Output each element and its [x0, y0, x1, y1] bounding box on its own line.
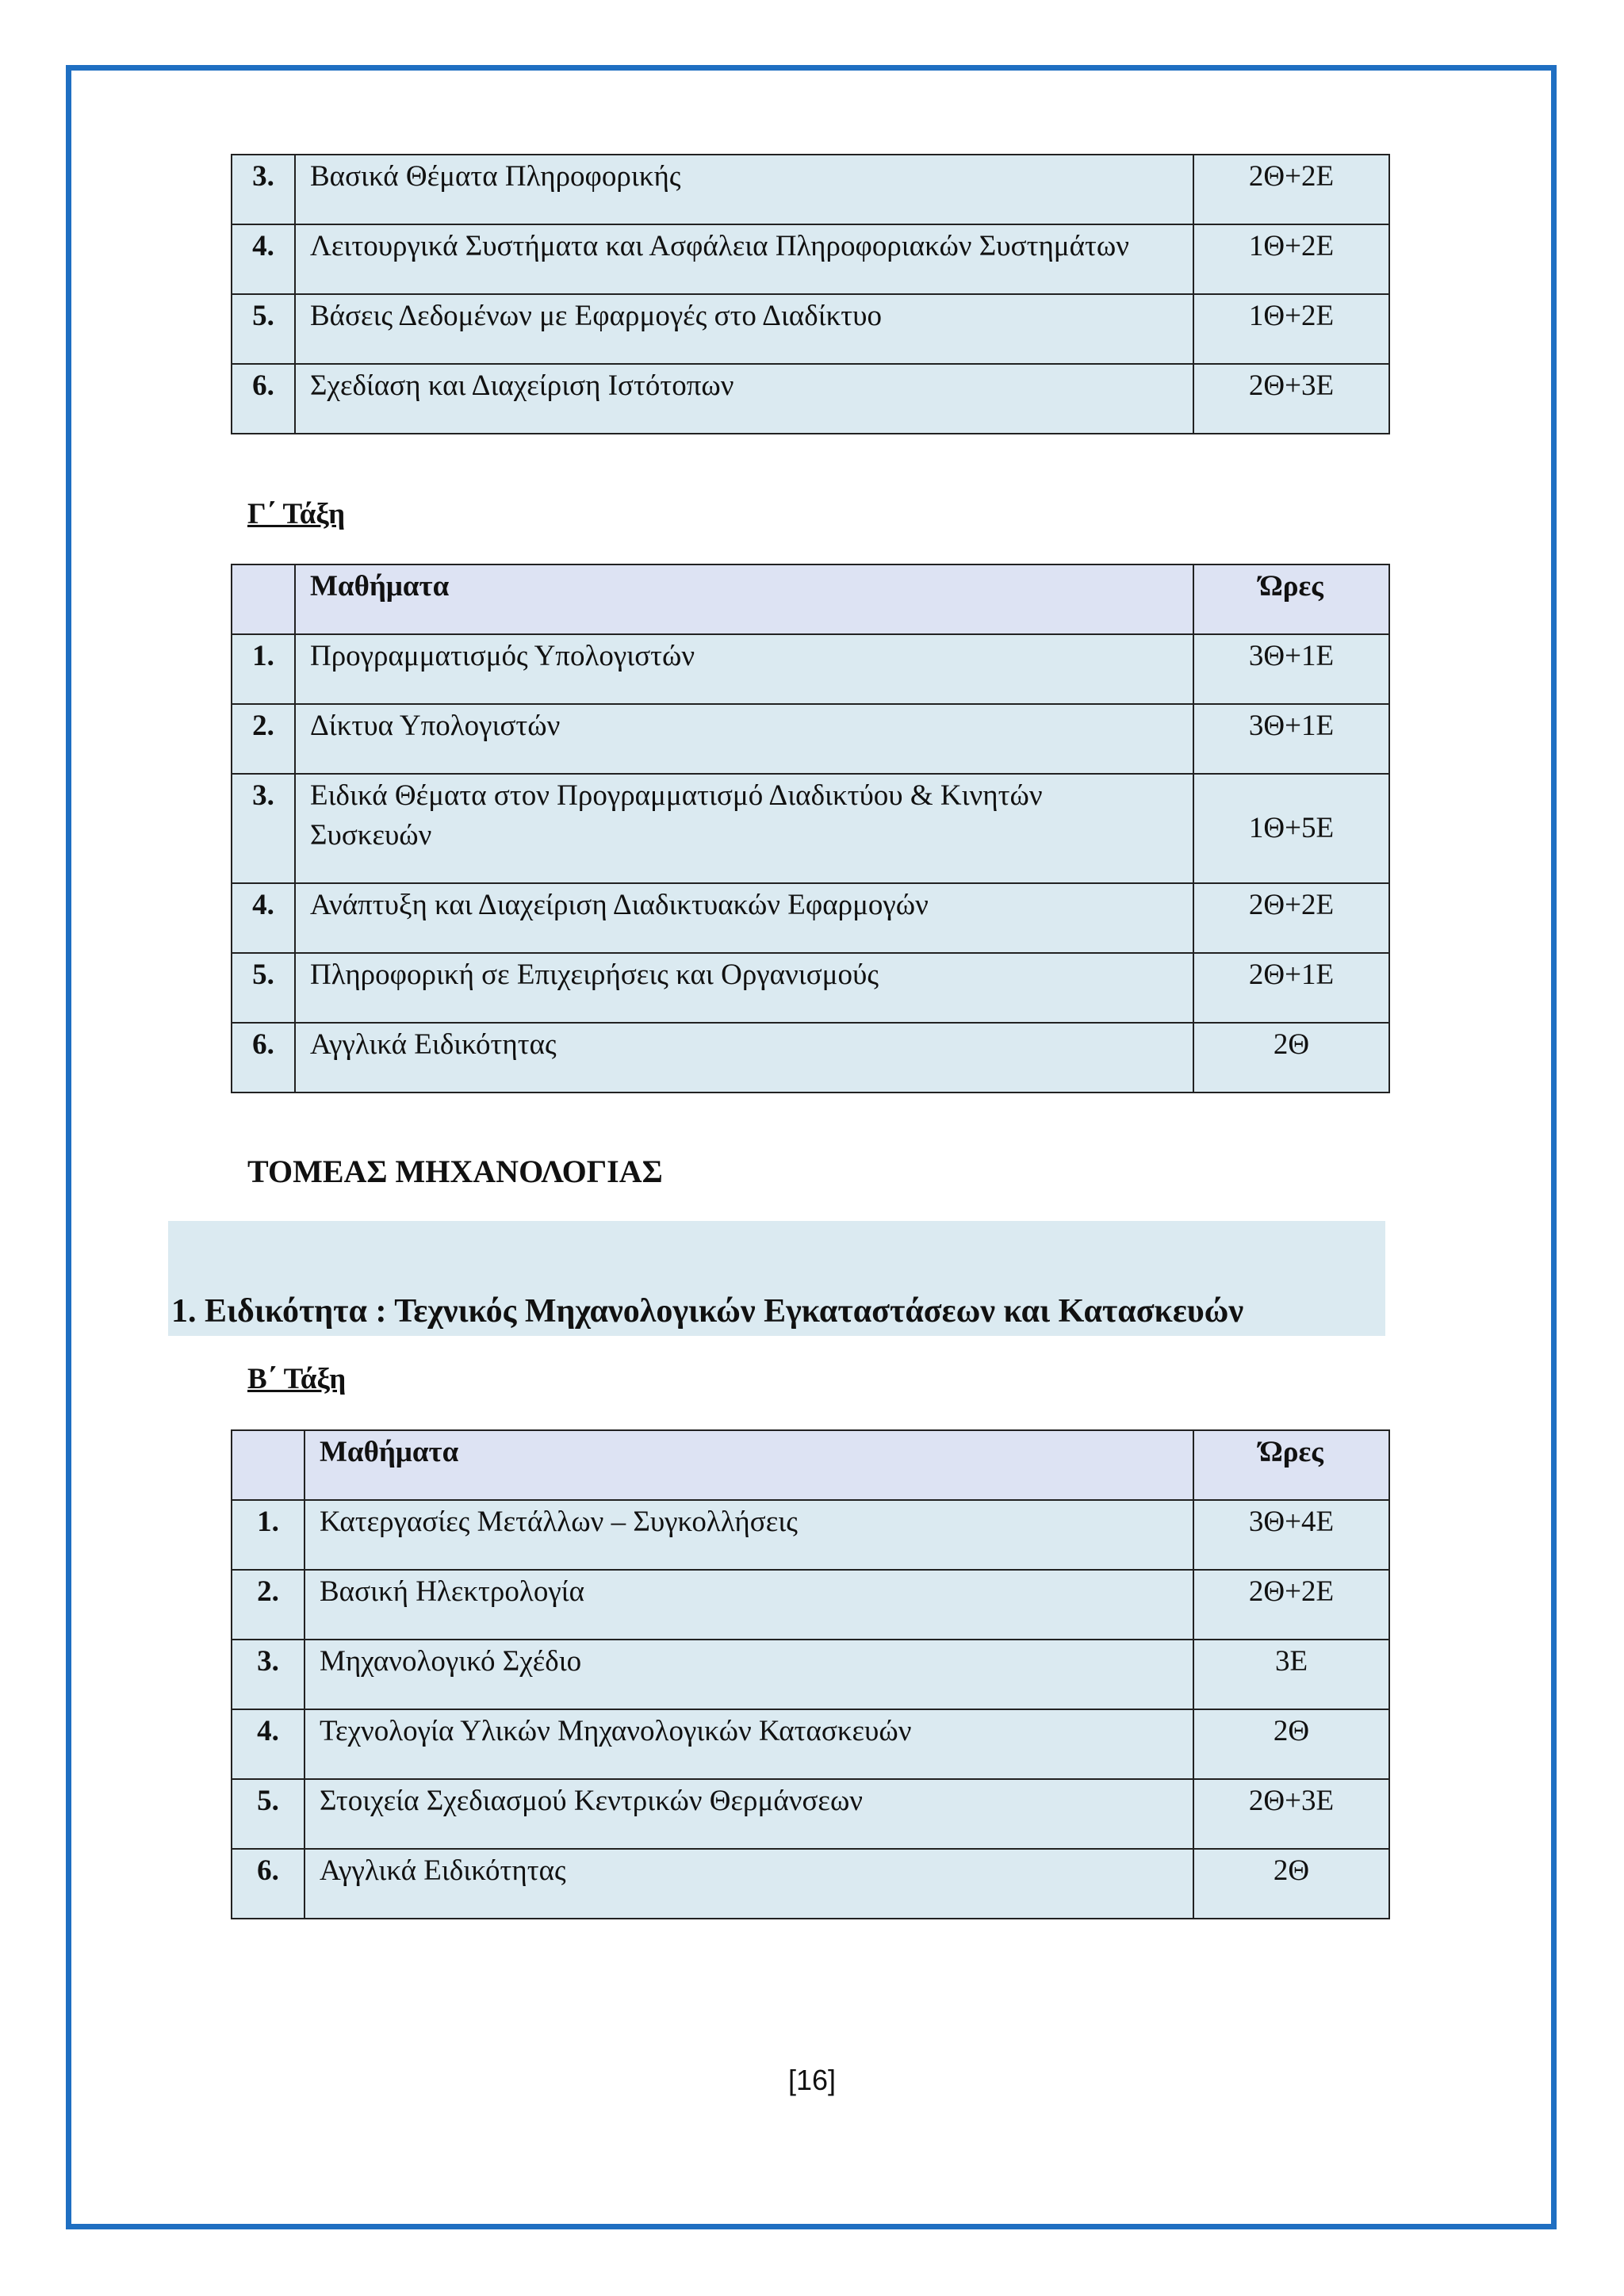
row-number: 5.: [232, 1779, 304, 1849]
table-row: [232, 704, 1389, 774]
subject-cell: Αγγλικά Ειδικότητας: [295, 1023, 1193, 1093]
hours-cell: 3Θ+1Ε: [1193, 704, 1389, 774]
subject-cell: Αγγλικά Ειδικότητας: [304, 1849, 1193, 1919]
subject-cell: Δίκτυα Υπολογιστών: [295, 704, 1193, 774]
class-b-heading: Β΄ Τάξη: [247, 1363, 347, 1395]
hours-cell: 2Θ+3Ε: [1193, 364, 1389, 434]
hours-cell: 3Ε: [1193, 1640, 1389, 1709]
table-row: [232, 1570, 1389, 1640]
header-number-cell: [232, 564, 295, 634]
row-number: 5.: [232, 953, 295, 1023]
hours-cell: 3Θ+4Ε: [1193, 1500, 1389, 1570]
subject-cell: Πληροφορική σε Επιχειρήσεις και Οργανισμούς: [295, 953, 1193, 1023]
row-number: 2.: [232, 1570, 304, 1640]
row-number: 6.: [232, 1023, 295, 1093]
hours-cell: 2Θ: [1193, 1849, 1389, 1919]
row-number: 6.: [232, 1849, 304, 1919]
subject-cell: Προγραμματισμός Υπολογιστών: [295, 634, 1193, 704]
table-row: [232, 1849, 1389, 1919]
row-number: 6.: [232, 364, 295, 434]
subject-cell: [295, 774, 1193, 883]
page-number: [16]: [787, 2064, 837, 2096]
hours-cell: 2Θ+1Ε: [1193, 953, 1389, 1023]
row-number: 5.: [232, 294, 295, 364]
hours-cell: 2Θ+3Ε: [1193, 1779, 1389, 1849]
row-number: 2.: [232, 704, 295, 774]
header-hours: Ώρες: [1193, 1430, 1389, 1500]
subject-cell: Λειτουργικά Συστήματα και Ασφάλεια Πληροφοριακών Συστημάτων: [295, 224, 1193, 294]
subject-cell: Ανάπτυξη και Διαχείριση Διαδικτυακών Εφαρμογών: [295, 883, 1193, 953]
table-row: [232, 224, 1389, 294]
hours-cell: 3Θ+1Ε: [1193, 634, 1389, 704]
table-row: [232, 1640, 1389, 1709]
table-row: [232, 1023, 1389, 1093]
row-number: 3.: [232, 1640, 304, 1709]
table-row: [232, 634, 1389, 704]
header-subject: Μαθήματα: [295, 564, 1193, 634]
table-informatics-c: [231, 564, 1390, 1093]
hours-cell: 2Θ: [1193, 1709, 1389, 1779]
subject-cell: Βασική Ηλεκτρολογία: [304, 1570, 1193, 1640]
subject-line: Ειδικά Θέματα στον Προγραμματισμό Διαδικτύου & Κινητών: [310, 779, 1043, 812]
table-header-row: [232, 1430, 1389, 1500]
class-c-heading: Γ΄ Τάξη: [247, 498, 346, 530]
row-number: 4.: [232, 1709, 304, 1779]
table-row: [232, 155, 1389, 224]
table-row: [232, 953, 1389, 1023]
table-row: [232, 883, 1389, 953]
row-number: 1.: [232, 1500, 304, 1570]
table-informatics-b-continued: [231, 154, 1390, 434]
table-row: [232, 1500, 1389, 1570]
table-row: [232, 1779, 1389, 1849]
row-number: 4.: [232, 224, 295, 294]
section-heading: ΤΟΜΕΑΣ ΜΗΧΑΝΟΛΟΓΙΑΣ: [247, 1154, 663, 1189]
subject-cell: Μηχανολογικό Σχέδιο: [304, 1640, 1193, 1709]
hours-cell: 2Θ+2Ε: [1193, 1570, 1389, 1640]
hours-cell: 2Θ+2Ε: [1193, 883, 1389, 953]
subject-cell: Τεχνολογία Υλικών Μηχανολογικών Κατασκευών: [304, 1709, 1193, 1779]
hours-cell: 2Θ+2Ε: [1193, 155, 1389, 224]
hours-cell: 1Θ+2Ε: [1193, 294, 1389, 364]
table-row: [232, 364, 1389, 434]
subject-cell: Στοιχεία Σχεδιασμού Κεντρικών Θερμάνσεων: [304, 1779, 1193, 1849]
row-number: 3.: [232, 774, 295, 883]
header-number-cell: [232, 1430, 304, 1500]
subject-cell: Βάσεις Δεδομένων με Εφαρμογές στο Διαδίκτυο: [295, 294, 1193, 364]
subject-cell: Βασικά Θέματα Πληροφορικής: [295, 155, 1193, 224]
row-number: 3.: [232, 155, 295, 224]
hours-cell: 2Θ: [1193, 1023, 1389, 1093]
table-row: [232, 294, 1389, 364]
subject-cell: Σχεδίαση και Διαχείριση Ιστότοπων: [295, 364, 1193, 434]
table-row: [232, 774, 1389, 883]
specialty-title: 1. Ειδικότητα : Τεχνικός Μηχανολογικών Εγκαταστάσεων και Κατασκευών: [171, 1293, 1244, 1330]
table-header-row: [232, 564, 1389, 634]
header-hours: Ώρες: [1193, 564, 1389, 634]
subject-cell: Κατεργασίες Μετάλλων – Συγκολλήσεις: [304, 1500, 1193, 1570]
row-number: 1.: [232, 634, 295, 704]
table-row: [232, 1709, 1389, 1779]
hours-cell: 1Θ+5Ε: [1193, 774, 1389, 883]
subject-line: Συσκευών: [310, 819, 432, 851]
row-number: 4.: [232, 883, 295, 953]
hours-cell: 1Θ+2Ε: [1193, 224, 1389, 294]
header-subject: Μαθήματα: [304, 1430, 1193, 1500]
table-mechanical-b: [231, 1429, 1390, 1919]
